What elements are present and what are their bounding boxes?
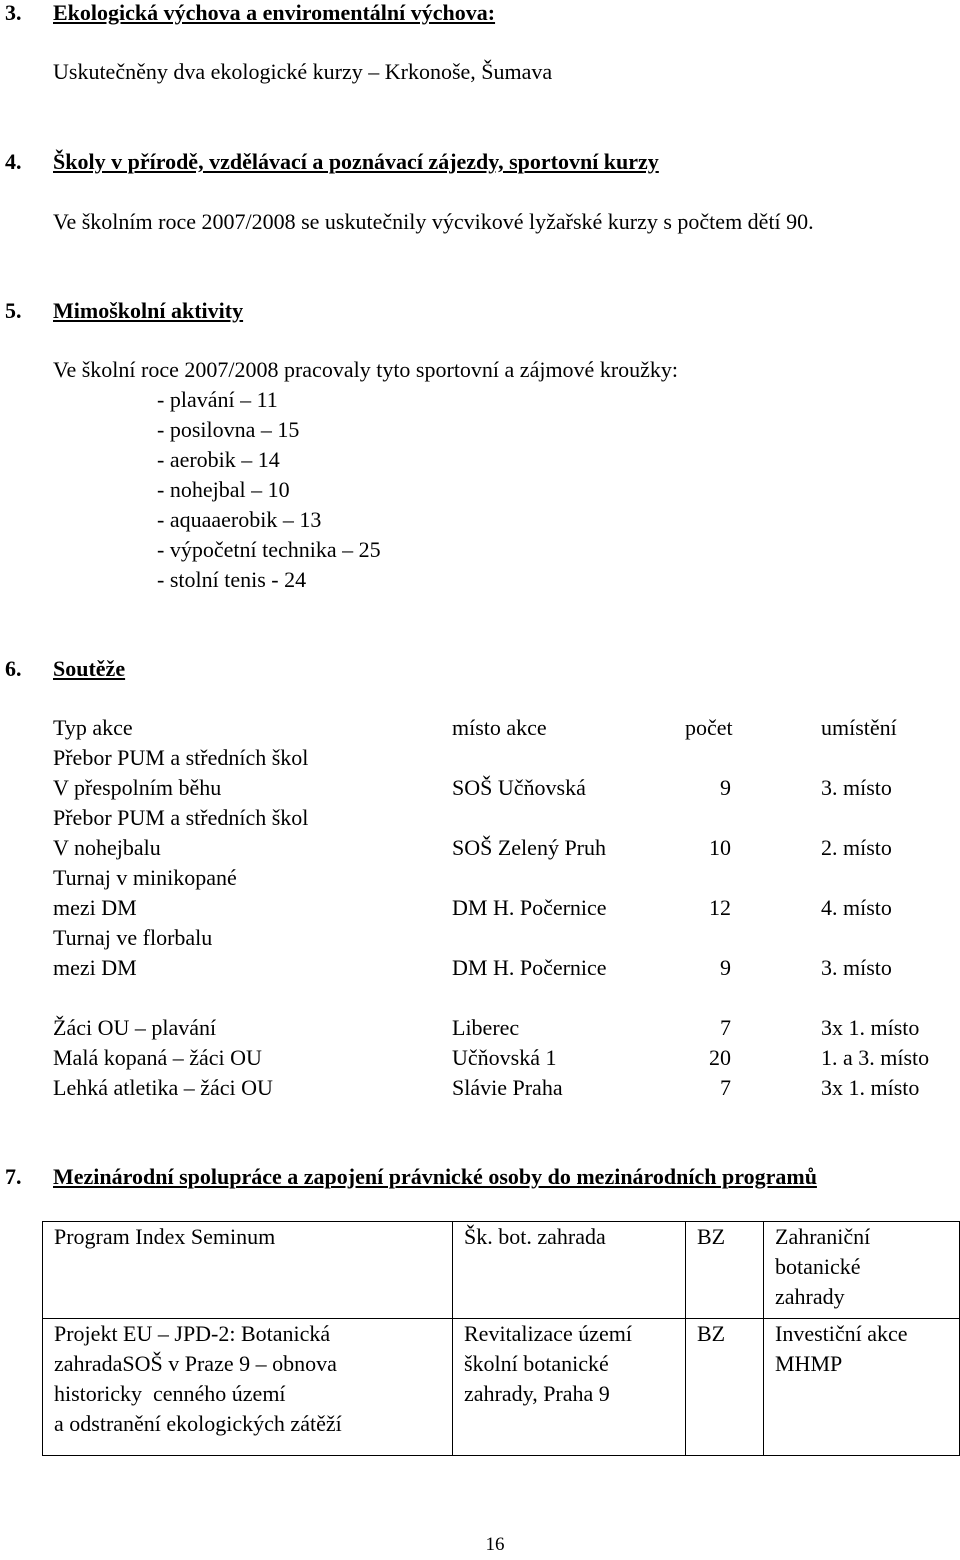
activities-list: [157, 385, 381, 595]
section-6-heading: Soutěže: [53, 656, 126, 681]
section-3-number: 3.: [5, 0, 22, 25]
section-5-intro: Ve školní roce 2007/2008 pracovaly tyto sportovní a zájmové kroužky:: [53, 357, 679, 382]
event-rank: 4. místo: [821, 895, 892, 920]
table-row: [53, 803, 953, 833]
section-4-number: 4.: [5, 149, 22, 174]
partner-line: školní botanické: [464, 1351, 609, 1376]
event-rank: 2. místo: [821, 835, 892, 860]
table-row: [53, 893, 953, 923]
code-text: BZ: [697, 1321, 726, 1346]
event-name: Přebor PUM a středních škol: [53, 805, 309, 830]
list-item: - nohejbal – 10: [157, 477, 290, 502]
pupil-event-name: Žáci OU – plavání: [53, 1015, 217, 1040]
table-row: [43, 1319, 960, 1456]
section-7-number: 7.: [5, 1164, 22, 1189]
header-rank: umístění: [821, 715, 897, 740]
event-name: Turnaj v minikopané: [53, 865, 237, 890]
event-name: V nohejbalu: [53, 835, 161, 860]
table-row: [53, 863, 953, 893]
list-item: - stolní tenis - 24: [157, 567, 307, 592]
pupil-event-place: Učňovská 1: [452, 1045, 557, 1070]
event-place: SOŠ Zelený Pruh: [452, 835, 606, 860]
event-place: SOŠ Učňovská: [452, 775, 586, 800]
type-line: Investiční akce: [775, 1321, 908, 1346]
pupil-event-rank: 1. a 3. místo: [821, 1045, 930, 1070]
header-place: místo akce: [452, 715, 547, 740]
partner-cell: [453, 1319, 686, 1456]
section-4-heading: Školy v přírodě, vzdělávací a poznávací zájezdy, sportovní kurzy: [53, 149, 659, 174]
program-line: historicky cenného území: [54, 1381, 286, 1406]
program-cell: [43, 1319, 453, 1456]
table-row: [53, 923, 953, 953]
event-rank: 3. místo: [821, 775, 892, 800]
event-count: 9: [720, 775, 731, 800]
table-header-row: [53, 713, 953, 743]
section-4-text: Ve školním roce 2007/2008 se uskutečnily výcvikové lyžařské kurzy s počtem dětí 90.: [53, 209, 814, 234]
event-rank: 3. místo: [821, 955, 892, 980]
table-row: [43, 1222, 960, 1319]
event-place: DM H. Počernice: [452, 895, 607, 920]
event-count: 12: [709, 895, 731, 920]
event-name: V přespolním běhu: [53, 775, 222, 800]
program-line: a odstranění ekologických zátěží: [54, 1411, 342, 1436]
pupil-event-count: 20: [709, 1045, 731, 1070]
code-cell: [686, 1222, 764, 1319]
code-cell: [686, 1319, 764, 1456]
type-line: zahrady: [775, 1284, 845, 1309]
list-item: - aquaaerobik – 13: [157, 507, 322, 532]
partner-cell: [453, 1222, 686, 1319]
event-name: Turnaj ve florbalu: [53, 925, 213, 950]
table-row: [53, 1073, 953, 1103]
event-place: DM H. Počernice: [452, 955, 607, 980]
pupil-event-place: Slávie Praha: [452, 1075, 563, 1100]
table-row: [53, 743, 953, 773]
event-name: mezi DM: [53, 895, 137, 920]
event-count: 10: [709, 835, 731, 860]
section-5-heading: Mimoškolní aktivity: [53, 298, 244, 323]
type-cell: [764, 1222, 960, 1319]
type-line: Zahraniční: [775, 1224, 871, 1249]
pupil-event-rank: 3x 1. místo: [821, 1075, 920, 1100]
table-row: [53, 1013, 953, 1043]
code-text: BZ: [697, 1224, 726, 1249]
type-line: MHMP: [775, 1351, 843, 1376]
program-line: Program Index Seminum: [54, 1224, 276, 1249]
section-7-heading: Mezinárodní spolupráce a zapojení právnické osoby do mezinárodních programů: [53, 1164, 817, 1189]
pupil-event-count: 7: [720, 1015, 731, 1040]
competitions-table: [53, 713, 953, 1103]
partner-line: zahrady, Praha 9: [464, 1381, 610, 1406]
partner-line: Revitalizace území: [464, 1321, 632, 1346]
pupil-event-name: Malá kopaná – žáci OU: [53, 1045, 262, 1070]
program-line: Projekt EU – JPD-2: Botanická: [54, 1321, 331, 1346]
list-item: - výpočetní technika – 25: [157, 537, 381, 562]
list-item: - aerobik – 14: [157, 447, 280, 472]
table-row: [53, 953, 953, 983]
section-3-heading: Ekologická výchova a enviromentální výchova:: [53, 0, 496, 25]
section-3-text: Uskutečněny dva ekologické kurzy – Krkonoše, Šumava: [53, 59, 553, 84]
table-row: [53, 833, 953, 863]
section-6-number: 6.: [5, 656, 22, 681]
table-row: [53, 1043, 953, 1073]
program-line: zahradaSOŠ v Praze 9 – obnova: [54, 1351, 337, 1376]
event-name: mezi DM: [53, 955, 137, 980]
program-cell: [43, 1222, 453, 1319]
pupil-event-rank: 3x 1. místo: [821, 1015, 920, 1040]
section-5-number: 5.: [5, 298, 22, 323]
pupil-event-count: 7: [720, 1075, 731, 1100]
header-event-type: Typ akce: [53, 715, 133, 740]
event-name: Přebor PUM a středních škol: [53, 745, 309, 770]
header-count: počet: [685, 715, 733, 740]
type-cell: [764, 1319, 960, 1456]
list-item: - posilovna – 15: [157, 417, 300, 442]
type-line: botanické: [775, 1254, 861, 1279]
international-programs-table: [42, 1221, 960, 1456]
event-count: 9: [720, 955, 731, 980]
list-item: - plavání – 11: [157, 387, 278, 412]
table-row: [53, 773, 953, 803]
page-number: 16: [485, 1534, 505, 1555]
pupil-event-place: Liberec: [452, 1015, 520, 1040]
partner-line: Šk. bot. zahrada: [464, 1224, 606, 1249]
pupil-event-name: Lehká atletika – žáci OU: [53, 1075, 273, 1100]
